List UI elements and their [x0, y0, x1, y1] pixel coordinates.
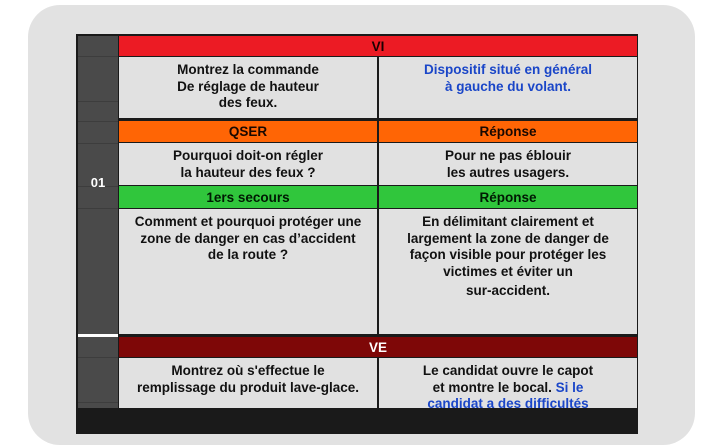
secours-question-line: zone de danger en cas d’accident [140, 230, 356, 246]
ve-question-line: Montrez où s'effectue le [171, 363, 325, 378]
qser-question-line: la hauteur des feux ? [180, 164, 316, 180]
row-number: 01 [90, 175, 106, 190]
ve-answer-line [423, 380, 593, 397]
qser-question-line: Pourquoi doit-on régler [173, 148, 323, 163]
ve-header-label: VE [368, 339, 387, 355]
ve-answer-note-line: candidat a des difficultés [427, 396, 589, 411]
secours-question-line: Comment et pourquoi protéger une [134, 214, 362, 229]
qser-answer-line: les autres usagers. [446, 164, 570, 180]
vi-answer [379, 57, 637, 118]
ve-answer-text: et montre le bocal. [432, 379, 552, 395]
ve-header [119, 337, 637, 357]
vi-question-line: Montrez la commande [177, 62, 319, 77]
vi-answer-line: à gauche du volant. [444, 78, 571, 94]
vi-question [119, 57, 377, 118]
secours-answer-line: victimes et éviter un [443, 263, 573, 279]
vi-answer-line: Dispositif situé en général [423, 62, 593, 77]
secours-header [119, 186, 377, 208]
ve-question-line: remplissage du produit lave-glace. [136, 379, 360, 395]
qser-header-label: QSER [228, 124, 268, 139]
qser-header [119, 121, 377, 142]
secours-answer [379, 209, 637, 334]
vi-question-line: des feux. [218, 95, 278, 110]
secours-answer-line: largement la zone de danger de [407, 230, 609, 246]
secours-answer-line: sur-accident. [465, 283, 551, 298]
ve-answer [379, 358, 637, 411]
qser-answer-line: Pour ne pas éblouir [444, 148, 572, 163]
secours-question [119, 209, 377, 334]
ve-answer-note: Si le [551, 379, 584, 395]
secours-answer-line: En délimitant clairement et [422, 214, 594, 229]
vi-header-label: VI [371, 38, 385, 54]
secours-question-line: de la route ? [207, 247, 289, 262]
row-strip-02 [78, 337, 118, 408]
qser-answer [379, 143, 637, 185]
qser-question [119, 143, 377, 185]
secours-answer-header-label: Réponse [479, 189, 537, 205]
secours-answer-line: façon visible pour protéger les [409, 247, 607, 262]
qser-answer-header-label: Réponse [479, 124, 537, 139]
qser-answer-header [379, 121, 637, 142]
secours-header-label: 1ers secours [206, 189, 290, 205]
ve-answer-line: Le candidat ouvre le capot [422, 363, 594, 378]
secours-answer-header [379, 186, 637, 208]
vi-question-line: De réglage de hauteur [177, 78, 319, 94]
vi-header [119, 36, 637, 56]
ve-question [119, 358, 377, 408]
